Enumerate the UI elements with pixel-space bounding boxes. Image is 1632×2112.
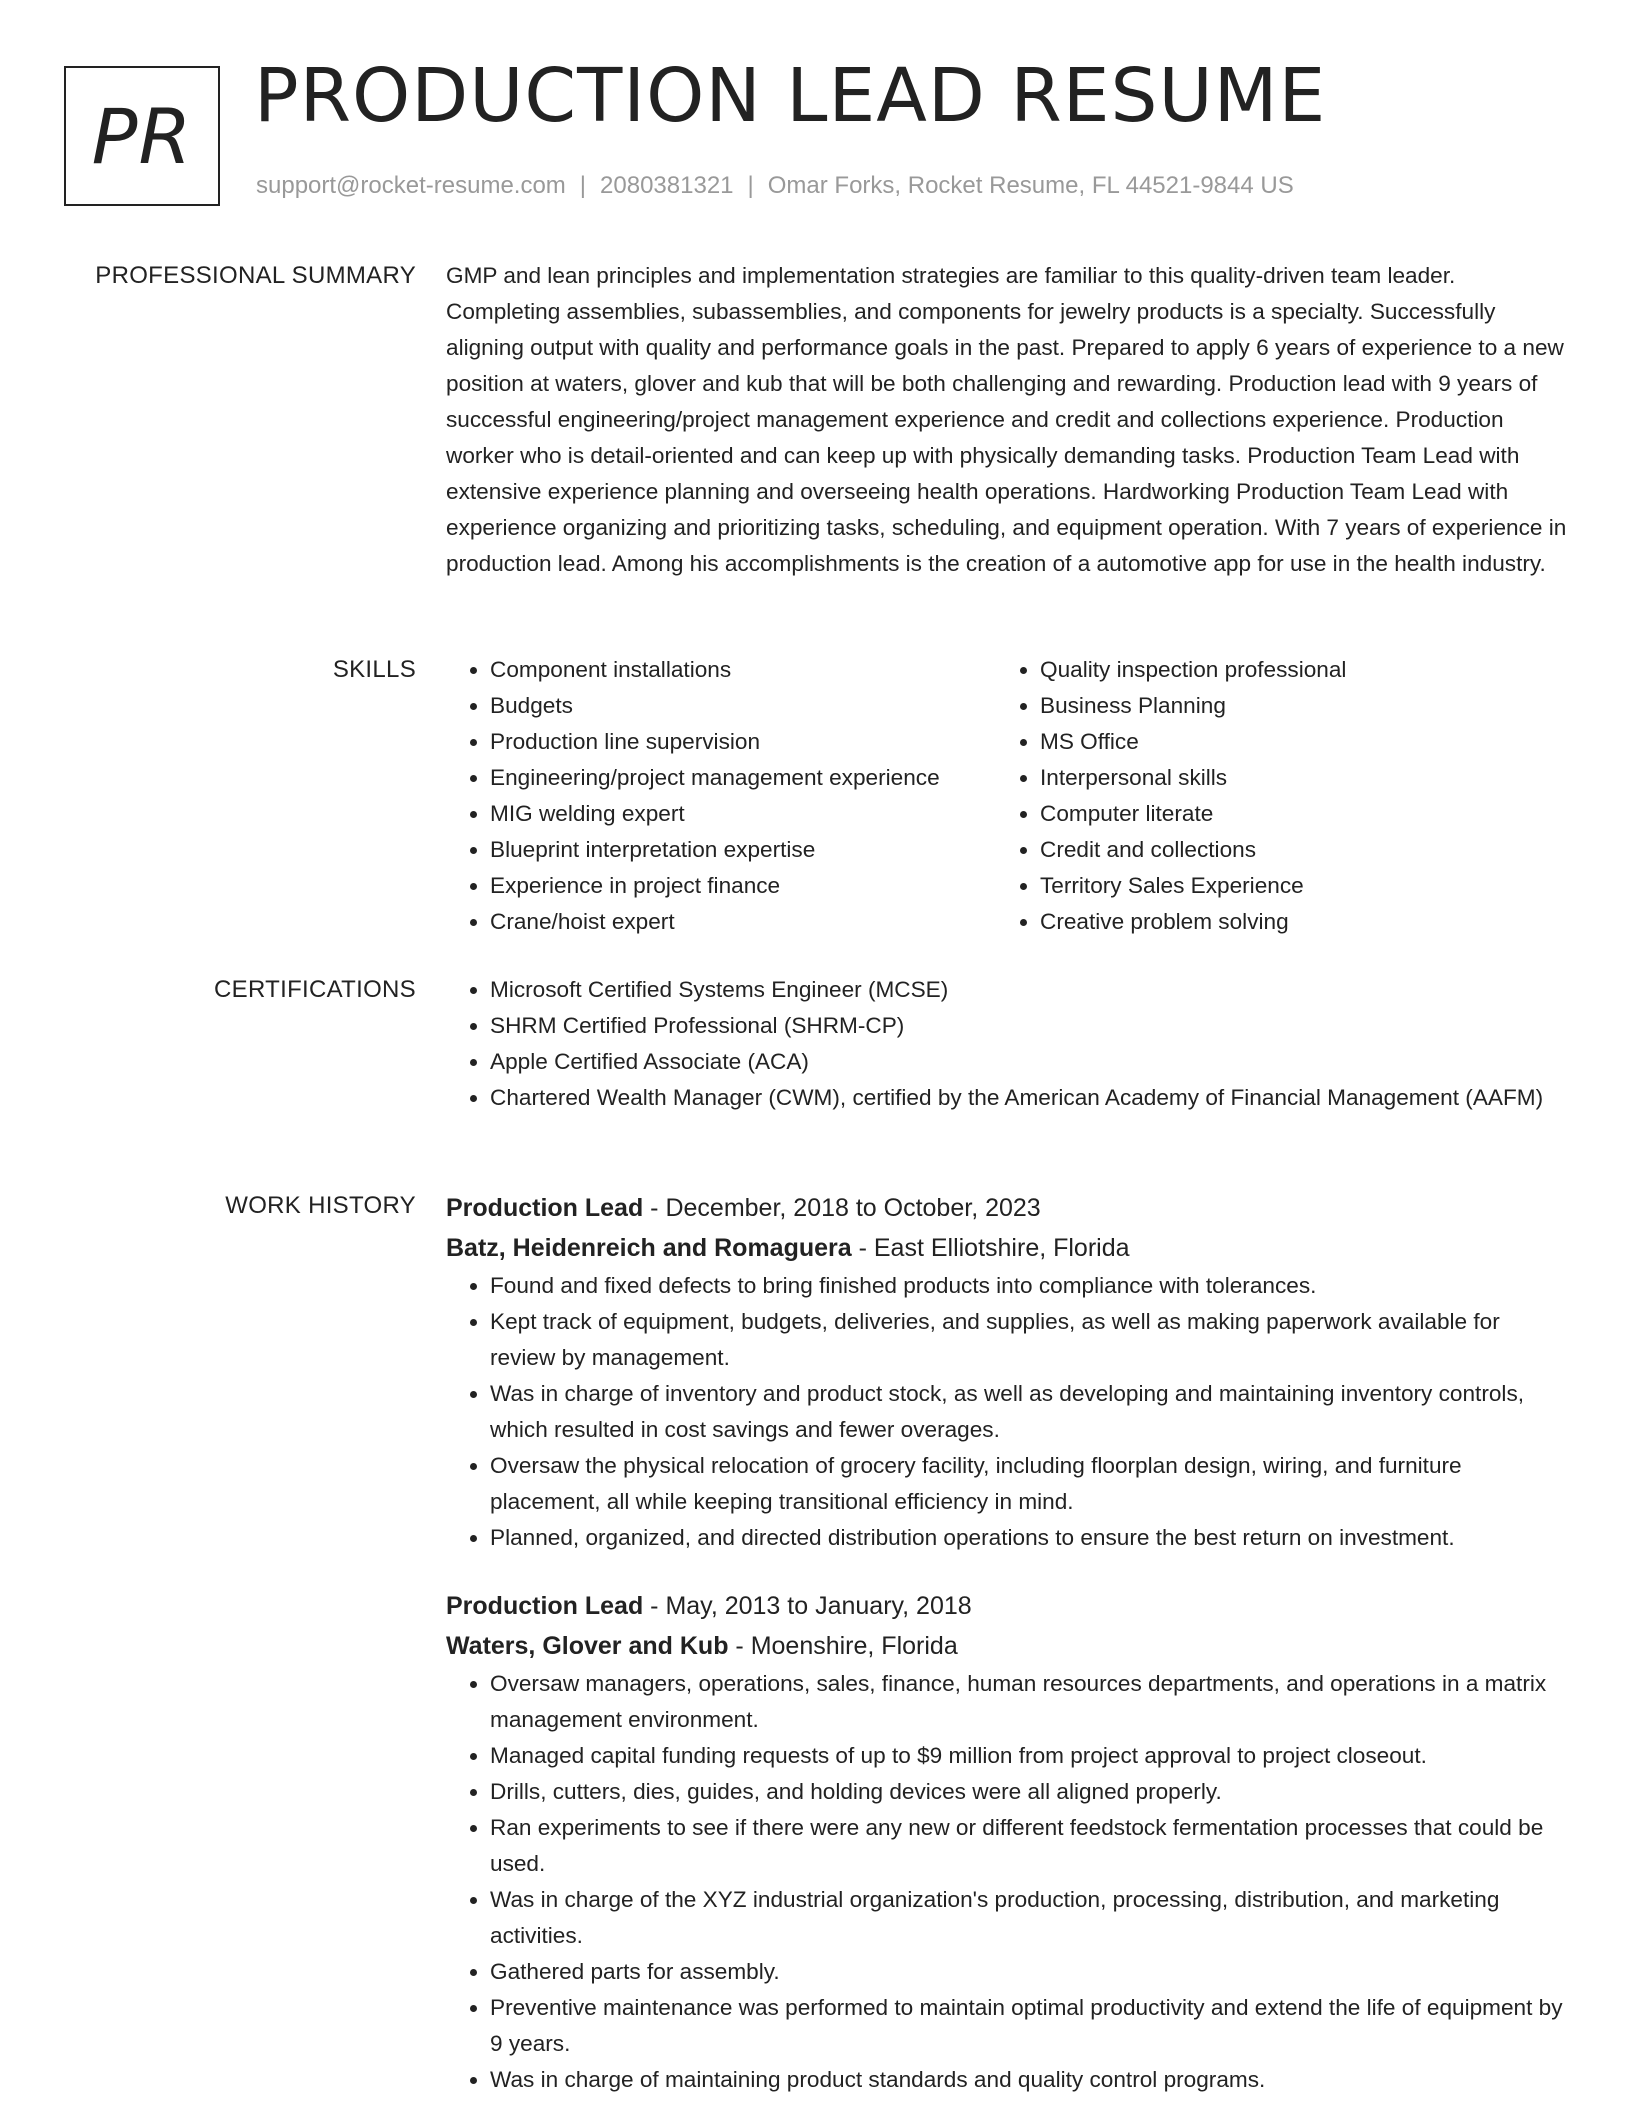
- job-title-line: Production Lead - December, 2018 to October, 2023: [446, 1194, 1041, 1222]
- work-history-body: [446, 1188, 1570, 2098]
- skill-item: • Creative problem solving: [1040, 904, 1570, 940]
- resume-title: PRODUCTION LEAD RESUME: [254, 53, 1327, 139]
- certification-item: • Chartered Wealth Manager (CWM), certified by the American Academy of Financial Management (AAFM): [490, 1080, 1570, 1116]
- job-duties-list: [446, 1268, 1570, 1556]
- skill-item: • MIG welding expert: [490, 796, 996, 832]
- job-company: Batz, Heidenreich and Romaguera: [446, 1234, 852, 1262]
- skills-heading: SKILLS: [332, 656, 416, 683]
- job-duty: • Oversaw managers, operations, sales, finance, human resources departments, and operations in a matrix management environment.: [490, 1666, 1570, 1738]
- summary-text: GMP and lean principles and implementation strategies are familiar to this quality-driven team leader. Completing assemblies, subassemblies, and components for jewelry products is a specialty. Successfully aligning output with quality and performance goals in the past. Prepared to apply 6 years of experience to a new position at waters, glover and kub that will be both challenging and rewarding. Production lead with 9 years of successful engineering/project management experience and credit and collections experience. Production worker who is detail-oriented and can keep up with physically demanding tasks. Production Team Lead with extensive experience planning and overseeing health operations. Hardworking Production Team Lead with experience organizing and prioritizing tasks, scheduling, and equipment operation. With 7 years of experience in production lead. Among his accomplishments is the creation of a automotive app for use in the health industry.: [446, 263, 1567, 576]
- skills-grid: [446, 652, 1570, 940]
- job-entry: [446, 1586, 1570, 2098]
- job-duty: • Oversaw the physical relocation of grocery facility, including floorplan design, wiring, and furniture placement, all while keeping transitional efficiency in mind.: [490, 1448, 1570, 1520]
- job-duty: • Planned, organized, and directed distribution operations to ensure the best return on investment.: [490, 1520, 1570, 1556]
- skill-item: • Budgets: [490, 688, 996, 724]
- contact-phone: 2080381321: [600, 172, 734, 199]
- skill-item: • Production line supervision: [490, 724, 996, 760]
- contact-address: Omar Forks, Rocket Resume, FL 44521-9844 US: [767, 172, 1294, 199]
- certification-item: • Apple Certified Associate (ACA): [490, 1044, 1570, 1080]
- skill-item: • Crane/hoist expert: [490, 904, 996, 940]
- skills-list-left: [446, 652, 996, 940]
- skill-item: • Territory Sales Experience: [1040, 868, 1570, 904]
- contact-separator: |: [747, 172, 754, 199]
- job-dates: May, 2013 to January, 2018: [665, 1592, 972, 1620]
- contact-line: [256, 172, 1294, 200]
- summary-heading: PROFESSIONAL SUMMARY: [95, 262, 416, 289]
- job-company-line: Waters, Glover and Kub - Moenshire, Florida: [446, 1632, 958, 1660]
- job-location: Moenshire, Florida: [750, 1632, 958, 1660]
- job-duty: • Drills, cutters, dies, guides, and holding devices were all aligned properly.: [490, 1774, 1570, 1810]
- monogram-box: [64, 66, 220, 206]
- certifications-body: [446, 972, 1570, 1116]
- job-duty: • Ran experiments to see if there were any new or different feedstock fermentation processes that could be used.: [490, 1810, 1570, 1882]
- job-location: East Elliotshire, Florida: [873, 1234, 1130, 1262]
- skill-item: • Credit and collections: [1040, 832, 1570, 868]
- skill-item: • Quality inspection professional: [1040, 652, 1570, 688]
- job-duty: • Was in charge of inventory and product stock, as well as developing and maintaining inventory controls, which resulted in cost savings and fewer overages.: [490, 1376, 1570, 1448]
- job-duty: • Preventive maintenance was performed to maintain optimal productivity and extend the life of equipment by 9 years.: [490, 1990, 1570, 2062]
- skill-item: • Component installations: [490, 652, 996, 688]
- job-company: Waters, Glover and Kub: [446, 1632, 729, 1660]
- skill-item: • MS Office: [1040, 724, 1570, 760]
- job-duties-list: [446, 1666, 1570, 2098]
- certifications-heading: CERTIFICATIONS: [214, 976, 416, 1003]
- certifications-list: [446, 972, 1570, 1116]
- job-entry: [446, 1188, 1570, 1556]
- job-dates: December, 2018 to October, 2023: [665, 1194, 1041, 1222]
- job-title: Production Lead: [446, 1592, 644, 1620]
- monogram-initials: PR: [91, 91, 193, 181]
- job-title: Production Lead: [446, 1194, 644, 1222]
- skill-item: • Blueprint interpretation expertise: [490, 832, 996, 868]
- work-history-heading: WORK HISTORY: [225, 1192, 416, 1219]
- job-duty: • Was in charge of maintaining product standards and quality control programs.: [490, 2062, 1570, 2098]
- skill-item: • Computer literate: [1040, 796, 1570, 832]
- certification-item: • SHRM Certified Professional (SHRM-CP): [490, 1008, 1570, 1044]
- skills-list-right: [996, 652, 1570, 940]
- job-title-line: Production Lead - May, 2013 to January, 2018: [446, 1592, 972, 1620]
- skill-item: • Engineering/project management experience: [490, 760, 996, 796]
- job-company-line: Batz, Heidenreich and Romaguera - East Elliotshire, Florida: [446, 1234, 1130, 1262]
- job-duty: • Found and fixed defects to bring finished products into compliance with tolerances.: [490, 1268, 1570, 1304]
- job-duty: • Managed capital funding requests of up to $9 million from project approval to project closeout.: [490, 1738, 1570, 1774]
- contact-separator: |: [579, 172, 587, 199]
- skill-item: • Interpersonal skills: [1040, 760, 1570, 796]
- certification-item: • Microsoft Certified Systems Engineer (MCSE): [490, 972, 1570, 1008]
- job-duty: • Was in charge of the XYZ industrial organization's production, processing, distribution, and marketing activities.: [490, 1882, 1570, 1954]
- job-duty: • Kept track of equipment, budgets, deliveries, and supplies, as well as making paperwork available for review by management.: [490, 1304, 1570, 1376]
- contact-email: support@rocket-resume.com: [256, 172, 566, 199]
- skill-item: • Experience in project finance: [490, 868, 996, 904]
- summary-body: [446, 258, 1570, 582]
- skill-item: • Business Planning: [1040, 688, 1570, 724]
- job-duty: • Gathered parts for assembly.: [490, 1954, 1570, 1990]
